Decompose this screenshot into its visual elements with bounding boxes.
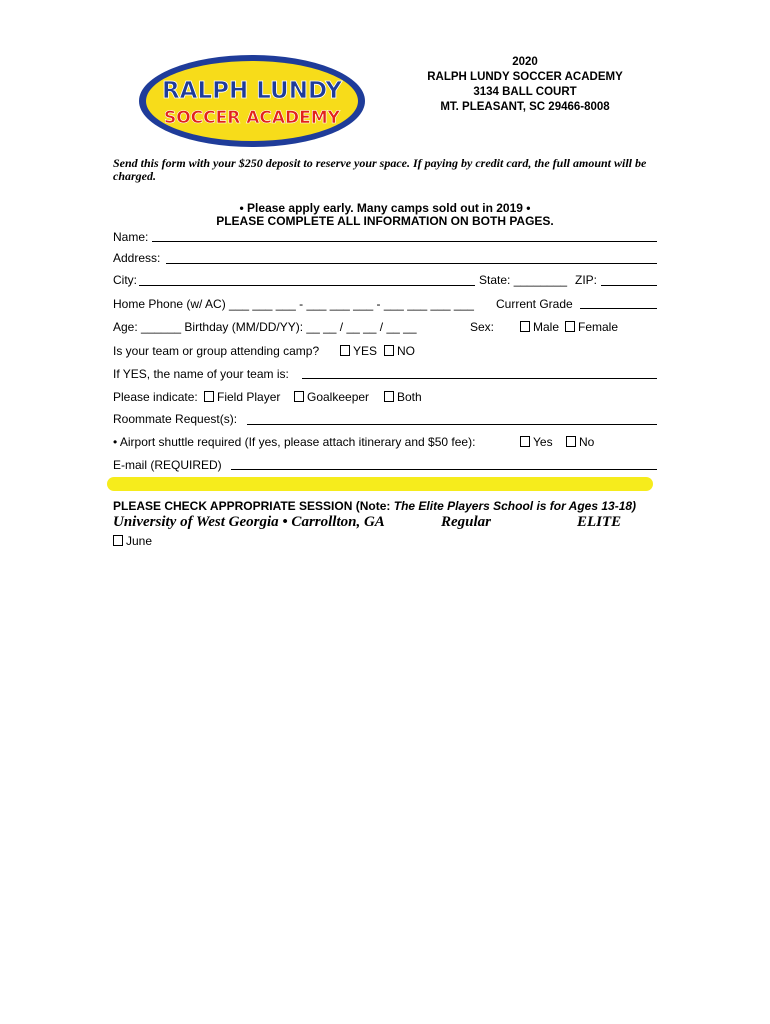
logo-line2: SOCCER ACADEMY: [163, 108, 341, 128]
shuttle-no-checkbox[interactable]: [566, 436, 576, 447]
header-street: 3134 BALL COURT: [473, 86, 577, 98]
june-checkbox[interactable]: [113, 535, 123, 546]
session-location: University of West Georgia • Carrollton, GA: [113, 514, 385, 530]
apply-early-notice: • Please apply early. Many camps sold out in 2019 •: [239, 201, 531, 215]
zip-field[interactable]: [601, 285, 657, 286]
sex-label: Sex:: [470, 320, 495, 334]
zip-label: ZIP:: [575, 273, 598, 287]
state-field[interactable]: State: ________: [479, 273, 568, 287]
male-checkbox[interactable]: [520, 321, 530, 332]
both-checkbox[interactable]: [384, 391, 394, 402]
city-field[interactable]: [139, 285, 475, 286]
current-grade-label: Current Grade: [496, 297, 573, 311]
roommate-field[interactable]: [247, 424, 657, 425]
header-block: [390, 55, 660, 115]
elite-column-header: ELITE: [577, 514, 622, 530]
shuttle-yes-option[interactable]: Yes: [520, 435, 553, 449]
female-option[interactable]: Female: [565, 320, 618, 334]
team-yes-checkbox[interactable]: [340, 345, 350, 356]
academy-logo: [137, 53, 367, 149]
male-option[interactable]: Male: [520, 320, 559, 334]
team-yes-option[interactable]: YES: [340, 344, 377, 358]
regular-column-header: Regular: [441, 514, 492, 530]
shuttle-yes-checkbox[interactable]: [520, 436, 530, 447]
goalkeeper-checkbox[interactable]: [294, 391, 304, 402]
team-no-checkbox[interactable]: [384, 345, 394, 356]
name-field[interactable]: [152, 241, 657, 242]
field-player-option[interactable]: Field Player: [204, 390, 280, 404]
team-no-option[interactable]: NO: [384, 344, 415, 358]
team-name-label: If YES, the name of your team is:: [113, 367, 289, 381]
goalkeeper-option[interactable]: Goalkeeper: [294, 390, 369, 404]
shuttle-no-option[interactable]: No: [566, 435, 594, 449]
address-field[interactable]: [166, 263, 657, 264]
session-heading: PLEASE CHECK APPROPRIATE SESSION (Note: The Elite Players School is for Ages 13-18): [113, 499, 637, 513]
current-grade-field[interactable]: [580, 308, 657, 309]
email-field[interactable]: [231, 469, 657, 470]
highlight-bar: [107, 477, 653, 491]
header-city: MT. PLEASANT, SC 29466-8008: [440, 101, 610, 113]
shuttle-label: • Airport shuttle required (If yes, please attach itinerary and $50 fee):: [113, 435, 476, 449]
female-checkbox[interactable]: [565, 321, 575, 332]
header-org: RALPH LUNDY SOCCER ACADEMY: [427, 71, 623, 83]
address-label: Address:: [113, 251, 161, 265]
age-birthday-field[interactable]: Age: ______ Birthday (MM/DD/YY): __ __ / __ __ / __ __: [113, 320, 417, 334]
both-option[interactable]: Both: [384, 390, 422, 404]
roommate-label: Roommate Request(s):: [113, 412, 238, 426]
field-player-checkbox[interactable]: [204, 391, 214, 402]
indicate-label: Please indicate:: [113, 390, 198, 404]
complete-all-notice: PLEASE COMPLETE ALL INFORMATION ON BOTH PAGES.: [216, 214, 554, 228]
header-year: 2020: [512, 56, 538, 68]
team-name-field[interactable]: [302, 378, 657, 379]
city-label: City:: [113, 273, 137, 287]
deposit-note: Send this form with your $250 deposit to reserve your space. If paying by credit card, the full amount will be charged.: [113, 156, 647, 183]
team-question-label: Is your team or group attending camp?: [113, 344, 320, 358]
logo-line1: RALPH LUNDY: [161, 78, 343, 104]
email-label: E-mail (REQUIRED): [113, 458, 222, 472]
june-session-option[interactable]: June: [113, 534, 152, 548]
home-phone-field[interactable]: Home Phone (w/ AC) ___ ___ ___ - ___ ___ ___ - ___ ___ ___ ___: [113, 297, 474, 311]
name-label: Name:: [113, 230, 149, 244]
